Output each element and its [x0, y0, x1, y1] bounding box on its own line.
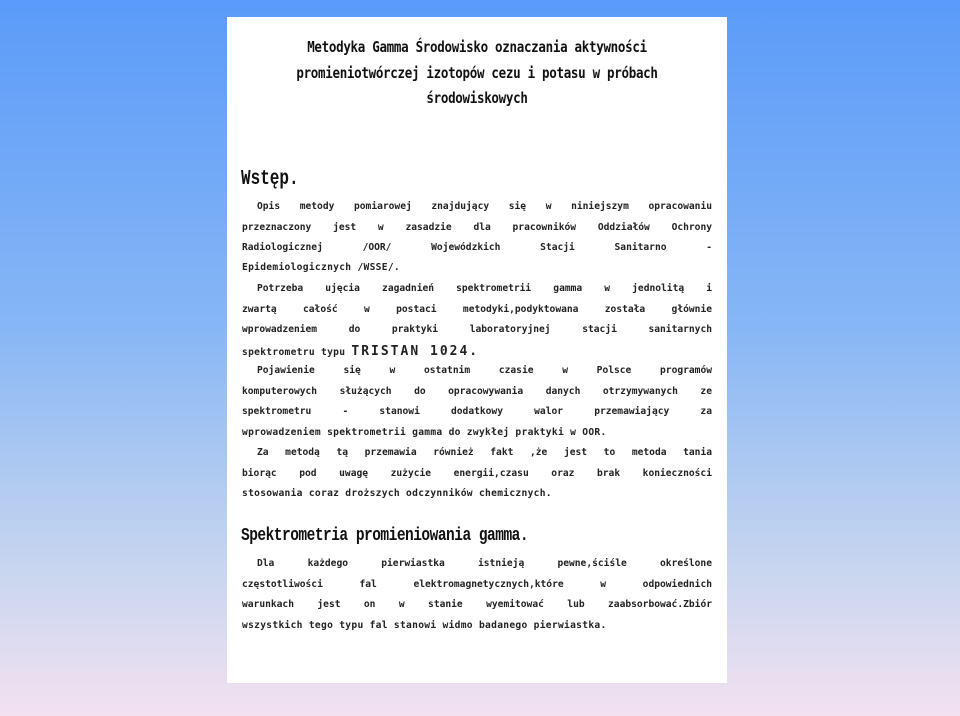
- paragraph-line: stosowania coraz droższych odczynników chemicznych.: [242, 488, 552, 499]
- device-name: TRISTAN 1024.: [351, 344, 480, 359]
- paragraph-line: Radiologicznej /OOR/ Wojewódzkich Stacji Sanitarno -: [242, 242, 712, 253]
- paragraph-line: Dla każdego pierwiastka istnieją pewne,ściśle określone: [257, 558, 712, 569]
- paragraph-line: Opis metody pomiarowej znajdujący się w niniejszym opracowaniu: [257, 201, 712, 212]
- paragraph-line: częstotliwości fal elektromagnetycznych,które w odpowiednich: [242, 579, 712, 590]
- document-page: [227, 17, 727, 683]
- paragraph-line: wprowadzeniem do praktyki laboratoryjnej stacji sanitarnych: [242, 324, 712, 335]
- paragraph-line: zwartą całość w postaci metodyki,podyktowana została głównie: [242, 304, 712, 315]
- paragraph-line: Epidemiologicznych /WSSE/.: [242, 262, 400, 273]
- document-title-line-3: środowiskowych: [426, 88, 528, 107]
- section-heading-intro: Wstęp.: [241, 167, 299, 191]
- document-title-line-1: Metodyka Gamma Środowisko oznaczania aktywności: [307, 37, 647, 56]
- paragraph-line: komputerowych służących do opracowywania danych otrzymywanych ze: [242, 386, 712, 397]
- paragraph-text: spektrometru typu: [242, 347, 346, 358]
- paragraph-line: Potrzeba ujęcia zagadnień spektrometrii gamma w jednolitą i: [257, 283, 712, 294]
- paragraph-line: Za metodą tą przemawia również fakt ,że jest to metoda tania: [257, 447, 712, 458]
- paragraph-line: [242, 344, 479, 359]
- paragraph-line: przeznaczony jest w zasadzie dla pracowników Oddziałów Ochrony: [242, 222, 712, 233]
- paragraph-line: wszystkich tego typu fal stanowi widmo badanego pierwiastka.: [242, 620, 607, 631]
- paragraph-line: wprowadzeniem spektrometrii gamma do zwykłej praktyki w OOR.: [242, 427, 607, 438]
- section-heading-gamma: Spektrometria promieniowania gamma.: [241, 526, 529, 546]
- paragraph-line: biorąc pod uwagę zużycie energii,czasu oraz brak konieczności: [242, 468, 712, 479]
- paragraph-line: warunkach jest on w stanie wyemitować lub zaabsorbować.Zbiór: [242, 599, 712, 610]
- paragraph-line: Pojawienie się w ostatnim czasie w Polsce programów: [257, 365, 712, 376]
- paragraph-line: spektrometru - stanowi dodatkowy walor przemawiający za: [242, 406, 712, 417]
- document-title-line-2: promieniotwórczej izotopów cezu i potasu w próbach: [296, 63, 658, 82]
